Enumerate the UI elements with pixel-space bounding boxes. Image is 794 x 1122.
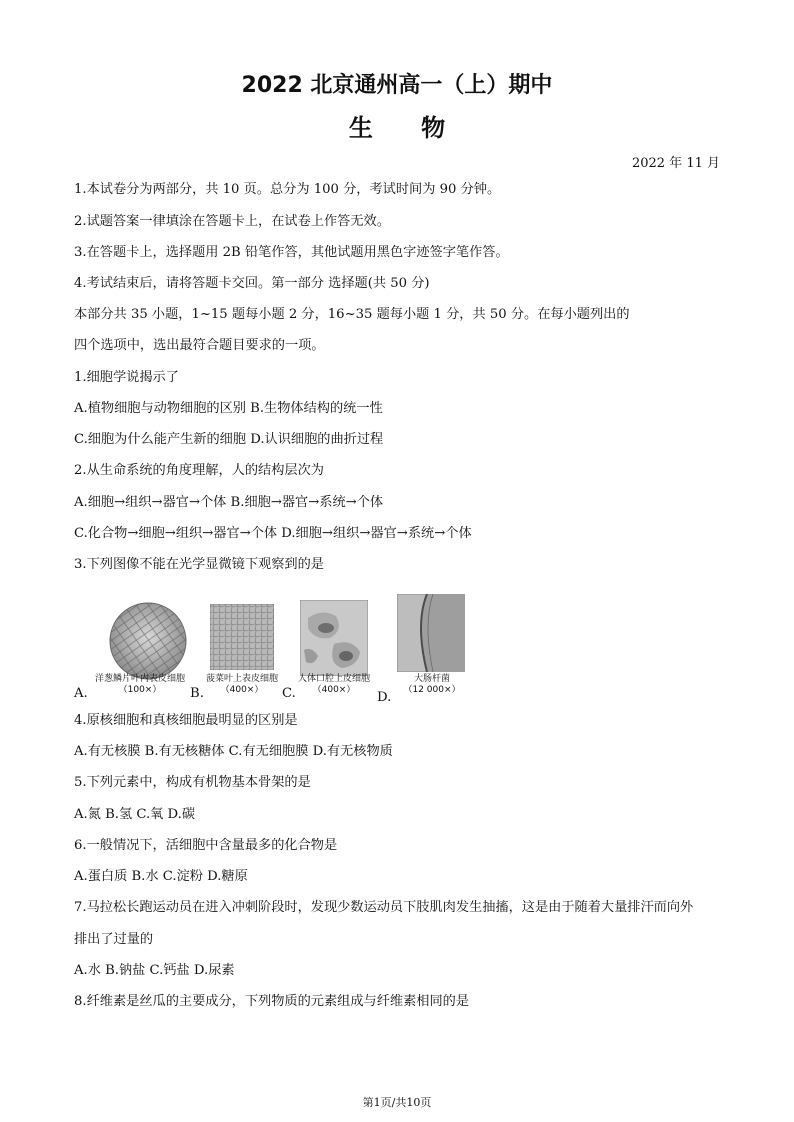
subject-title: 生 物 bbox=[348, 114, 446, 142]
instruction-3: 3.在答题卡上，选择题用 2B 铅笔作答，其他试题用黑色字迹签字笔作答。 bbox=[74, 245, 509, 260]
page-title: 2022 北京通州高一（上）期中 bbox=[241, 73, 553, 98]
q1-stem: 1.细胞学说揭示了 bbox=[74, 370, 179, 385]
instruction-2: 2.试题答案一律填涂在答题卡上，在试卷上作答无效。 bbox=[74, 214, 390, 229]
section-note-2: 四个选项中，选出最符合题目要求的一项。 bbox=[74, 338, 325, 353]
q7-stem-continued: 排出了过量的 bbox=[74, 932, 154, 947]
q3-figure-b-magnification: （400×） bbox=[220, 685, 264, 695]
q3-figure-d-magnification: （12 000×） bbox=[403, 685, 461, 695]
q6-stem: 6.一般情况下，活细胞中含量最多的化合物是 bbox=[74, 838, 338, 853]
q3-option-d-letter: D. bbox=[377, 690, 392, 705]
q3-figure-d-caption: 大肠杆菌 bbox=[413, 674, 450, 684]
page-footer: 第1页/共10页 bbox=[362, 1096, 432, 1109]
q3-option-c-letter: C. bbox=[282, 686, 296, 701]
spinach-epidermis-micrograph bbox=[210, 604, 274, 670]
q5-stem: 5.下列元素中，构成有机物基本骨架的是 bbox=[74, 775, 311, 790]
instruction-4: 4.考试结束后，请将答题卡交回。第一部分 选择题(共 50 分) bbox=[74, 276, 430, 291]
q6-options: A.蛋白质 B.水 C.淀粉 D.糖原 bbox=[74, 869, 248, 884]
q7-stem: 7.马拉松长跑运动员在进入冲刺阶段时，发现少数运动员下肢肌肉发生抽搐，这是由于随着大量排汗而向外 bbox=[74, 900, 694, 915]
q5-options: A.氮 B.氢 C.氧 D.碳 bbox=[74, 807, 196, 822]
onion-epidermis-micrograph bbox=[96, 600, 200, 682]
q3-option-a-letter: A. bbox=[74, 686, 88, 701]
exam-date: 2022 年 11 月 bbox=[631, 156, 720, 171]
q1-options-cd: C.细胞为什么能产生新的细胞 D.认识细胞的曲折过程 bbox=[74, 432, 384, 447]
q3-figure-b-caption: 菠菜叶上表皮细胞 bbox=[205, 674, 278, 684]
q4-stem: 4.原核细胞和真核细胞最明显的区别是 bbox=[74, 713, 298, 728]
q3-figure-a-magnification: （100×） bbox=[118, 685, 162, 695]
q3-stem: 3.下列图像不能在光学显微镜下观察到的是 bbox=[74, 557, 324, 572]
q3-figures bbox=[74, 594, 494, 705]
q4-options: A.有无核膜 B.有无核糖体 C.有无细胞膜 D.有无核物质 bbox=[74, 744, 393, 759]
q7-options: A.水 B.钠盐 C.钙盐 D.尿素 bbox=[74, 963, 235, 978]
q2-options-cd: C.化合物→细胞→组织→器官→个体 D.细胞→组织→器官→系统→个体 bbox=[74, 526, 472, 541]
q1-options-ab: A.植物细胞与动物细胞的区别 B.生物体结构的统一性 bbox=[74, 401, 383, 416]
section-note-1: 本部分共 35 小题，1~15 题每小题 2 分，16~35 题每小题 1 分，共 50 分。在每小题列出的 bbox=[74, 307, 630, 322]
instruction-1: 1.本试卷分为两部分，共 10 页。总分为 100 分，考试时间为 90 分钟。 bbox=[74, 182, 501, 197]
q2-stem: 2.从生命系统的角度理解，人的结构层次为 bbox=[74, 463, 324, 478]
q8-stem: 8.纤维素是丝瓜的主要成分，下列物质的元素组成与纤维素相同的是 bbox=[74, 994, 470, 1009]
q3-figure-c-caption: 人体口腔上皮细胞 bbox=[297, 674, 370, 684]
cheek-epithelium-micrograph bbox=[300, 600, 368, 676]
e-coli-micrograph bbox=[397, 594, 465, 672]
q2-options-ab: A.细胞→组织→器官→个体 B.细胞→器官→系统→个体 bbox=[74, 495, 384, 510]
q3-option-b-letter: B. bbox=[190, 686, 204, 701]
q3-figure-a-caption: 洋葱鳞片叶内表皮细胞 bbox=[94, 674, 185, 684]
q3-figure-c-magnification: （400×） bbox=[312, 685, 356, 695]
